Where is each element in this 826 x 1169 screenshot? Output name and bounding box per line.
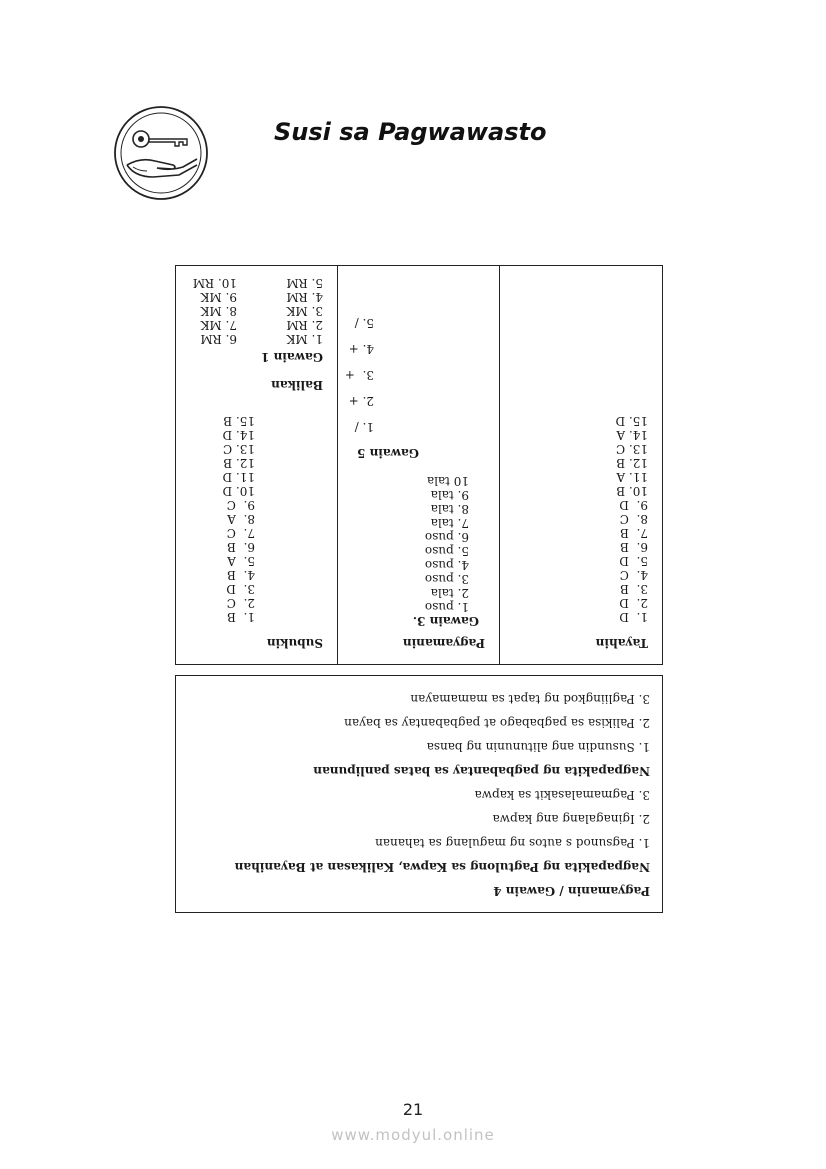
gawain3-item: 10 tala xyxy=(426,474,469,488)
subukin-column xyxy=(174,266,337,664)
section1-item: 1. Pagsunod s autos ng magulang sa tahanan xyxy=(375,836,650,850)
section1-heading: Nagpapakita ng Pagtulong sa Kapwa, Kalikasan at Bayanihan xyxy=(234,860,650,874)
gawain1-item: 4. RM xyxy=(286,290,323,304)
subukin-item: 7. C xyxy=(226,526,255,540)
tayahin-item: 8. C xyxy=(619,512,648,526)
gawain1-item: 8. MK xyxy=(200,304,237,318)
gawain3-item: 3. puso xyxy=(424,572,469,586)
subukin-item: 4. B xyxy=(227,568,255,582)
tayahin-item: 11. A xyxy=(616,470,648,484)
tayahin-item: 13. C xyxy=(615,442,648,456)
subukin-item: 6. B xyxy=(227,540,255,554)
gawain4-heading: Pagyamanin / Gawain 4 xyxy=(493,884,650,898)
gawain1-heading: Gawain 1 xyxy=(261,350,323,364)
subukin-item: 11. D xyxy=(222,470,255,484)
gawain5-item: 5. / xyxy=(354,316,374,330)
gawain3-item: 6. puso xyxy=(424,530,469,544)
gawain3-item: 1. puso xyxy=(424,600,469,614)
subukin-item: 3. D xyxy=(226,582,255,596)
gawain3-item: 9. tala xyxy=(430,488,469,502)
gawain3-item: 7. tala xyxy=(430,516,469,530)
gawain1-item: 3. MK xyxy=(286,304,323,318)
gawain5-item: 1. / xyxy=(354,420,374,434)
gawain1-item: 9. MK xyxy=(200,290,237,304)
gawain1-item: 1. MK xyxy=(286,332,323,346)
tayahin-item: 9. D xyxy=(619,498,648,512)
tayahin-item: 10. B xyxy=(616,484,648,498)
tayahin-item: 6. B xyxy=(620,540,648,554)
gawain5-item: 4. + xyxy=(348,342,374,356)
tayahin-item: 15. D xyxy=(615,414,648,428)
tayahin-item: 7. B xyxy=(620,526,648,540)
gawain1-item: 2. RM xyxy=(286,318,323,332)
page-title: Susi sa Pagwawasto xyxy=(274,118,547,146)
subukin-item: 15. B xyxy=(223,414,255,428)
tayahin-item: 12. B xyxy=(616,456,648,470)
tayahin-item: 4. C xyxy=(619,568,648,582)
gawain3-item: 5. puso xyxy=(424,544,469,558)
tayahin-item: 5. D xyxy=(619,554,648,568)
page-number: 21 xyxy=(402,1100,424,1119)
pagyamanin-heading: Pagyamanin xyxy=(402,636,485,650)
balikan-heading: Balikan xyxy=(271,378,323,392)
subukin-item: 5. A xyxy=(227,554,255,568)
tayahin-column xyxy=(499,266,662,664)
tayahin-item: 2. D xyxy=(619,596,648,610)
section2-item: 2. Palikisa sa pagbabago at pagbabantay sa bayan xyxy=(344,716,650,730)
subukin-item: 14. D xyxy=(222,428,255,442)
gawain1-item: 7. MK xyxy=(200,318,237,332)
subukin-item: 9. C xyxy=(226,498,255,512)
gawain3-heading: Gawain 3. xyxy=(412,614,479,628)
section1-item: 2. Iginagalang ang kapwa xyxy=(492,812,650,826)
section2-heading: Nagpapakita ng pagbabantay sa batas panlipunan xyxy=(313,764,650,778)
gawain5-item: 3. + xyxy=(344,368,374,382)
gawain3-item: 2. tala xyxy=(430,586,469,600)
answer-key-table xyxy=(175,265,663,665)
gawain3-item: 8. tala xyxy=(430,502,469,516)
subukin-item: 12. B xyxy=(223,456,255,470)
subukin-item: 10. D xyxy=(222,484,255,498)
gawain1-item: 5. RM xyxy=(286,276,323,290)
gawain5-item: 2. + xyxy=(348,394,374,408)
tayahin-item: 1. D xyxy=(619,610,648,624)
subukin-item: 8. A xyxy=(227,512,255,526)
subukin-heading: Subukin xyxy=(266,636,323,650)
gawain3-item: 4. puso xyxy=(424,558,469,572)
subukin-item: 1. B xyxy=(227,610,255,624)
gawain4-box xyxy=(175,675,663,913)
pagyamanin-column xyxy=(337,266,499,664)
section2-item: 1. Susundin ang alitununin ng bansa xyxy=(426,740,650,754)
gawain1-item: 6. RM xyxy=(200,332,237,346)
tayahin-item: 14. A xyxy=(616,428,648,442)
gawain5-heading: Gawain 5 xyxy=(357,446,419,460)
gawain1-item: 10. RM xyxy=(192,276,237,290)
section1-item: 3. Pagmamalasakit sa kapwa xyxy=(474,788,650,802)
key-in-hand-icon xyxy=(113,105,209,201)
tayahin-item: 3. B xyxy=(620,582,648,596)
watermark: www.modyul.online xyxy=(331,1126,495,1144)
tayahin-heading: Tayahin xyxy=(595,636,648,650)
section2-item: 3. Pagliingkod ng tapat sa mamamayan xyxy=(410,692,650,706)
subukin-item: 2. C xyxy=(226,596,255,610)
subukin-item: 13. C xyxy=(222,442,255,456)
